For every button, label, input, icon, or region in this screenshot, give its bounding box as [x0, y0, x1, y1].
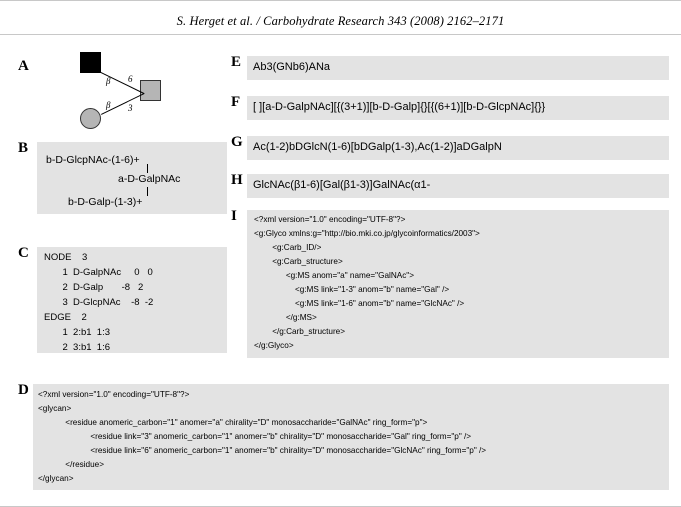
- panel-c-line-6: 1 2:b1 1:3: [44, 327, 111, 338]
- panel-letter-e: E: [231, 54, 242, 70]
- panel-letter-c: C: [18, 245, 29, 261]
- panel-c-line-3: 2 D-Galp -8 2: [44, 282, 144, 293]
- glycan-label-beta-upper: β: [106, 76, 111, 86]
- panel-d-line-2: <glycan>: [38, 404, 72, 413]
- panel-letter-d: D: [18, 382, 29, 398]
- header-rule: [0, 34, 681, 35]
- panel-b-connector-1: [147, 164, 148, 173]
- panel-letter-f: F: [231, 94, 241, 110]
- glycan-label-beta-lower: β: [106, 100, 111, 110]
- panel-i-line-8: </g:MS>: [254, 313, 317, 322]
- panel-g-text: Ac(1-2)bDGlcN(1-6)[bDGalp(1-3),Ac(1-2)]aDGalpN: [253, 141, 502, 153]
- black-square-shape: [80, 52, 101, 73]
- panel-f-text: [ ][a-D-GalpNAc][{(3+1)][b-D-Galp]{}[{(6+1)][b-D-GlcpNAc]{}}: [253, 101, 546, 113]
- panel-c-line-4: 3 D-GlcpNAc -8 -2: [44, 297, 154, 308]
- panel-letter-b: B: [18, 140, 29, 156]
- panel-d-line-4: <residue link="3" anomeric_carbon="1" anomer="b" chirality="D" monosaccharide="Gal" ring_form="p" />: [38, 432, 472, 441]
- panel-i-line-7: <g:MS link="1-6" anom="b" name="GlcNAc" />: [254, 299, 465, 308]
- panel-e-text: Ab3(GNb6)ANa: [253, 61, 331, 73]
- panel-i-line-10: </g:Glyco>: [254, 341, 294, 350]
- glycan-label-6: 6: [128, 74, 133, 84]
- panel-d-line-3: <residue anomeric_carbon="1" anomer="a" chirality="D" monosaccharide="GalNAc" ring_form="p">: [38, 418, 428, 427]
- top-rule: [0, 0, 681, 1]
- panel-i-line-1: <?xml version="1.0" encoding="UTF-8"?>: [254, 215, 406, 224]
- panel-letter-g: G: [231, 134, 243, 150]
- panel-i-line-6: <g:MS link="1-3" anom="b" name="Gal" />: [254, 285, 450, 294]
- panel-c-line-1: NODE 3: [44, 252, 88, 263]
- grey-square-shape: [140, 80, 161, 101]
- grey-circle-shape: [80, 108, 101, 129]
- glycan-diagram: [60, 52, 200, 134]
- panel-letter-a: A: [18, 58, 29, 74]
- panel-b-connector-2: [147, 187, 148, 196]
- panel-b-line-1: b-D-GlcpNAc-(1-6)+: [46, 154, 140, 166]
- panel-d-line-7: </glycan>: [38, 474, 74, 483]
- panel-b-line-2: a-D-GalpNAc: [118, 173, 181, 185]
- panel-d-line-1: <?xml version="1.0" encoding="UTF-8"?>: [38, 390, 190, 399]
- panel-c-line-5: EDGE 2: [44, 312, 87, 323]
- panel-letter-i: I: [231, 208, 237, 224]
- panel-d-line-6: </residue>: [38, 460, 104, 469]
- panel-i-line-3: <g:Carb_ID/>: [254, 243, 322, 252]
- panel-b-line-3: b-D-Galp-(1-3)+: [68, 196, 143, 208]
- panel-i-line-2: <g:Glyco xmlns:g="http://bio.mki.co.jp/glycoinformatics/2003">: [254, 229, 480, 238]
- running-head: S. Herget et al. / Carbohydrate Research 343 (2008) 2162–2171: [176, 14, 505, 28]
- panel-c-line-2: 1 D-GalpNAc 0 0: [44, 267, 153, 278]
- panel-h-text: GlcNAc(β1-6)[Gal(β1-3)]GalNAc(α1-: [253, 179, 431, 191]
- panel-c-line-7: 2 3:b1 1:6: [44, 342, 111, 353]
- panel-i-line-4: <g:Carb_structure>: [254, 257, 343, 266]
- glycan-label-3: 3: [128, 103, 133, 113]
- panel-letter-h: H: [231, 172, 243, 188]
- panel-i-line-5: <g:MS anom="a" name="GalNAc">: [254, 271, 414, 280]
- panel-i-line-9: </g:Carb_structure>: [254, 327, 346, 336]
- panel-d-line-5: <residue link="6" anomeric_carbon="1" anomer="b" chirality="D" monosaccharide="GlcNAc" ring_form="p" />: [38, 446, 487, 455]
